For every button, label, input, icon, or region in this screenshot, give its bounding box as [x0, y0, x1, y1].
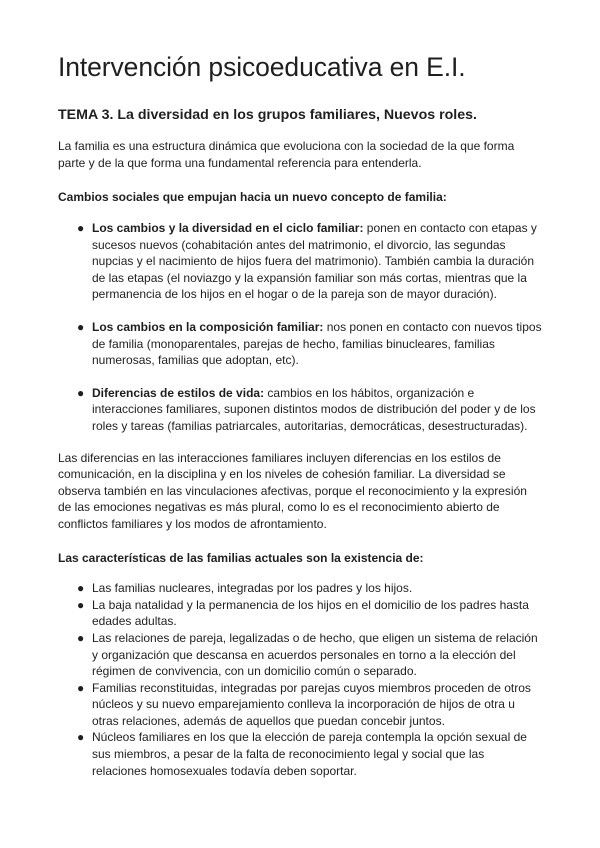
- document-title: Intervención psicoeducativa en E.I.: [58, 52, 466, 82]
- bullet-icon: ●: [77, 581, 85, 596]
- item-text: Núcleos familiares en los que la elección de pareja contempla la opción sexual de sus miembros, a pesar de la falta de reconocimiento legal y social que las relaciones homosexuales todavía deben soportar.: [92, 730, 527, 778]
- differences-paragraph: Las diferencias en las interacciones familiares incluyen diferencias en los estilos de comunicación, en la disciplina y en los niveles de cohesión familiar. La diversidad se observa también en las vinculaciones afectivas, porque el reconocimiento y la expresión de las emociones negativas es más plural, como lo es el reconocimiento abierto de conflictos familiares y los modos de afrontamiento.: [58, 450, 527, 531]
- item-text: Las relaciones de pareja, legalizadas o de hecho, que eligen un sistema de relación y organización que descansa en acuerdos personales en torno a la elección del régimen de convivencia, con un domicilio común o separado.: [92, 630, 538, 679]
- list-item: [58, 680, 542, 730]
- item-text: Las familias nucleares, integradas por los padres y los hijos.: [92, 581, 413, 596]
- item-text: ponen en contacto con etapas y sucesos nuevos (cohabitación antes del matrimonio, el divorcio, las segundas nupcias y el nacimiento de hijos fuera del matrimonio). También cambia la duración de las etapas (el noviazgo y la expansión familiar son más cortas, mientras que la permanencia de los hijos en el hogar o de la pareja son de mayor duración).: [92, 221, 537, 302]
- bullet-icon: ●: [77, 221, 85, 236]
- bullet-icon: ●: [77, 320, 85, 334]
- list-item: [58, 630, 542, 680]
- item-text: La baja natalidad y la permanencia de los hijos en el domicilio de los padres hasta edades adultas.: [92, 597, 529, 629]
- bullet-icon: ●: [77, 730, 85, 745]
- topic-heading: TEMA 3. La diversidad en los grupos familiares, Nuevos roles.: [58, 106, 477, 123]
- bullet-icon: ●: [77, 630, 85, 645]
- section2-title: Las características de las familias actuales son la existencia de:: [58, 550, 424, 565]
- section1-title: Cambios sociales que empujan hacia un nuevo concepto de familia:: [58, 190, 447, 205]
- bullet-icon: ●: [77, 680, 85, 695]
- item-text: nos ponen en contacto con nuevos tipos de familia (monoparentales, parejas de hecho, familias binucleares, familias numerosas, familias que adoptan, etc).: [92, 320, 542, 368]
- list-item: [58, 729, 542, 779]
- item-bold-label: Los cambios en la composición familiar:: [92, 320, 324, 334]
- list-item: [58, 220, 542, 303]
- item-text: cambios en los hábitos, organización e interacciones familiares, suponen distintos modos de distribución del poder y de los roles y tareas (familias patriarcales, autoritarias, democráticas, desestructuradas).: [92, 385, 536, 433]
- social-changes-list: [58, 220, 542, 435]
- list-item: [58, 580, 542, 597]
- list-item: [58, 385, 542, 435]
- intro-paragraph: La familia es una estructura dinámica que evoluciona con la sociedad de la que forma parte y de la que forma una fundamental referencia para entenderla.: [58, 139, 515, 170]
- list-item: [58, 597, 542, 630]
- list-item: [58, 319, 542, 369]
- item-bold-label: Diferencias de estilos de vida:: [92, 385, 265, 400]
- item-bold-label: Los cambios y la diversidad en el ciclo familiar:: [92, 221, 364, 236]
- family-characteristics-list: [58, 580, 542, 779]
- bullet-icon: ●: [77, 597, 85, 612]
- bullet-icon: ●: [77, 385, 85, 400]
- item-text: Familias reconstituidas, integradas por parejas cuyos miembros proceden de otros núcleos y su nuevo emparejamiento conlleva la incorporación de hijos de otra u otras relaciones, además de aquellos que puedan concebir juntos.: [92, 680, 531, 728]
